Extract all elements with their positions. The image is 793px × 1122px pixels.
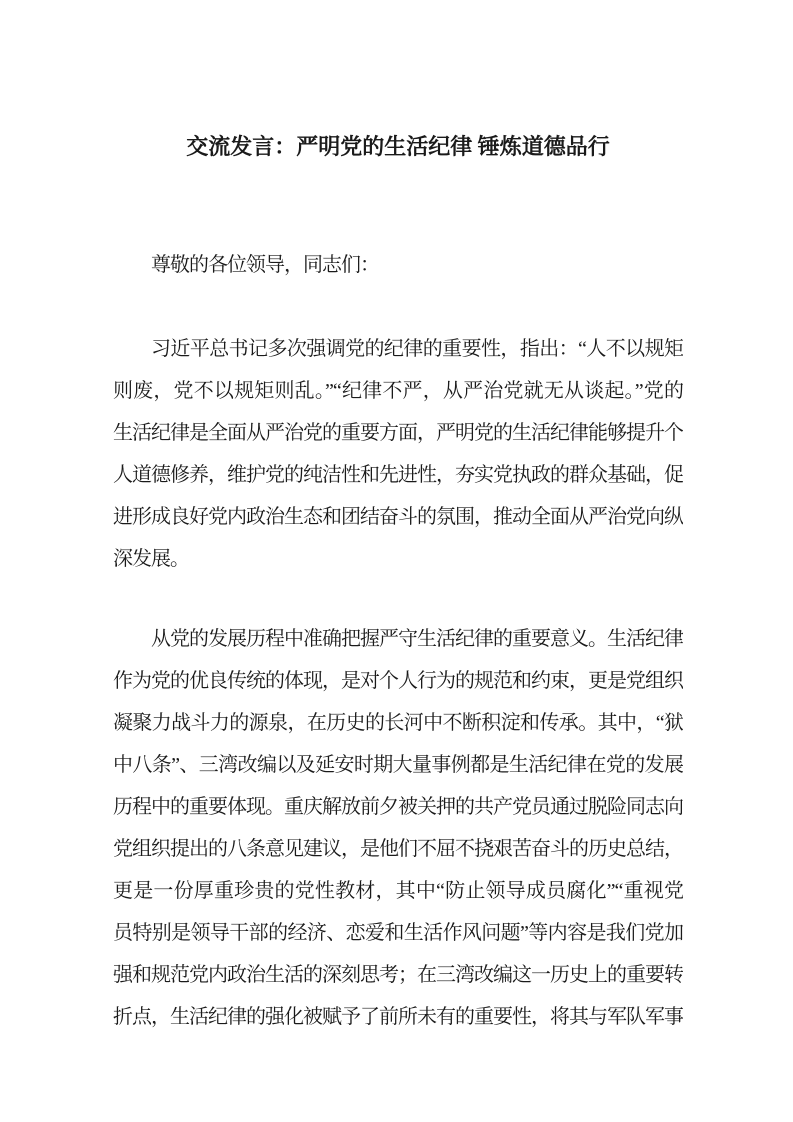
text-line: 历程中的重要体现。重庆解放前夕被关押的共产党员通过脱险同志向 xyxy=(113,796,683,818)
text-line: 凝聚力战斗力的源泉，在历史的长河中不断积淀和传承。其中，“狱 xyxy=(113,712,683,734)
text-line: 折点，生活纪律的强化被赋予了前所未有的重要性，将其与军队军事 xyxy=(113,1006,683,1028)
document-body xyxy=(113,328,683,1038)
text-line: 作为党的优良传统的体现，是对个人行为的规范和约束，更是党组织 xyxy=(113,670,683,692)
text-line: 中八条”、三湾改编以及延安时期大量事例都是生活纪律在党的发展 xyxy=(113,754,683,776)
text-line: 生活纪律是全面从严治党的重要方面，严明党的生活纪律能够提升个 xyxy=(113,422,683,444)
paragraph xyxy=(113,328,683,580)
text-line: 员特别是领导干部的经济、恋爱和生活作风问题”等内容是我们党加 xyxy=(113,922,683,944)
text-line: 人道德修养，维护党的纯洁性和先进性，夯实党执政的群众基础，促 xyxy=(113,464,683,486)
paragraph xyxy=(113,618,683,1038)
text-line: 从党的发展历程中准确把握严守生活纪律的重要意义。生活纪律 xyxy=(151,628,683,650)
text-line: 更是一份厚重珍贵的党性教材，其中“防止领导成员腐化”“重视党 xyxy=(113,880,683,902)
text-line: 深发展。 xyxy=(113,548,189,570)
page-title: 交流发言：严明党的生活纪律 锤炼道德品行 xyxy=(186,134,610,159)
text-line: 党组织提出的八条意见建议，是他们不屈不挠艰苦奋斗的历史总结， xyxy=(113,838,683,860)
text-line: 习近平总书记多次强调党的纪律的重要性，指出：“人不以规矩 xyxy=(151,338,683,360)
text-line: 则废，党不以规矩则乱。”“纪律不严，从严治党就无从谈起。”党的 xyxy=(113,380,683,402)
document-content xyxy=(113,0,683,1038)
text-line: 进形成良好党内政治生态和团结奋斗的氛围，推动全面从严治党向纵 xyxy=(113,506,683,528)
text-line: 强和规范党内政治生活的深刻思考；在三湾改编这一历史上的重要转 xyxy=(113,964,683,986)
salutation-line: 尊敬的各位领导，同志们： xyxy=(151,254,379,276)
